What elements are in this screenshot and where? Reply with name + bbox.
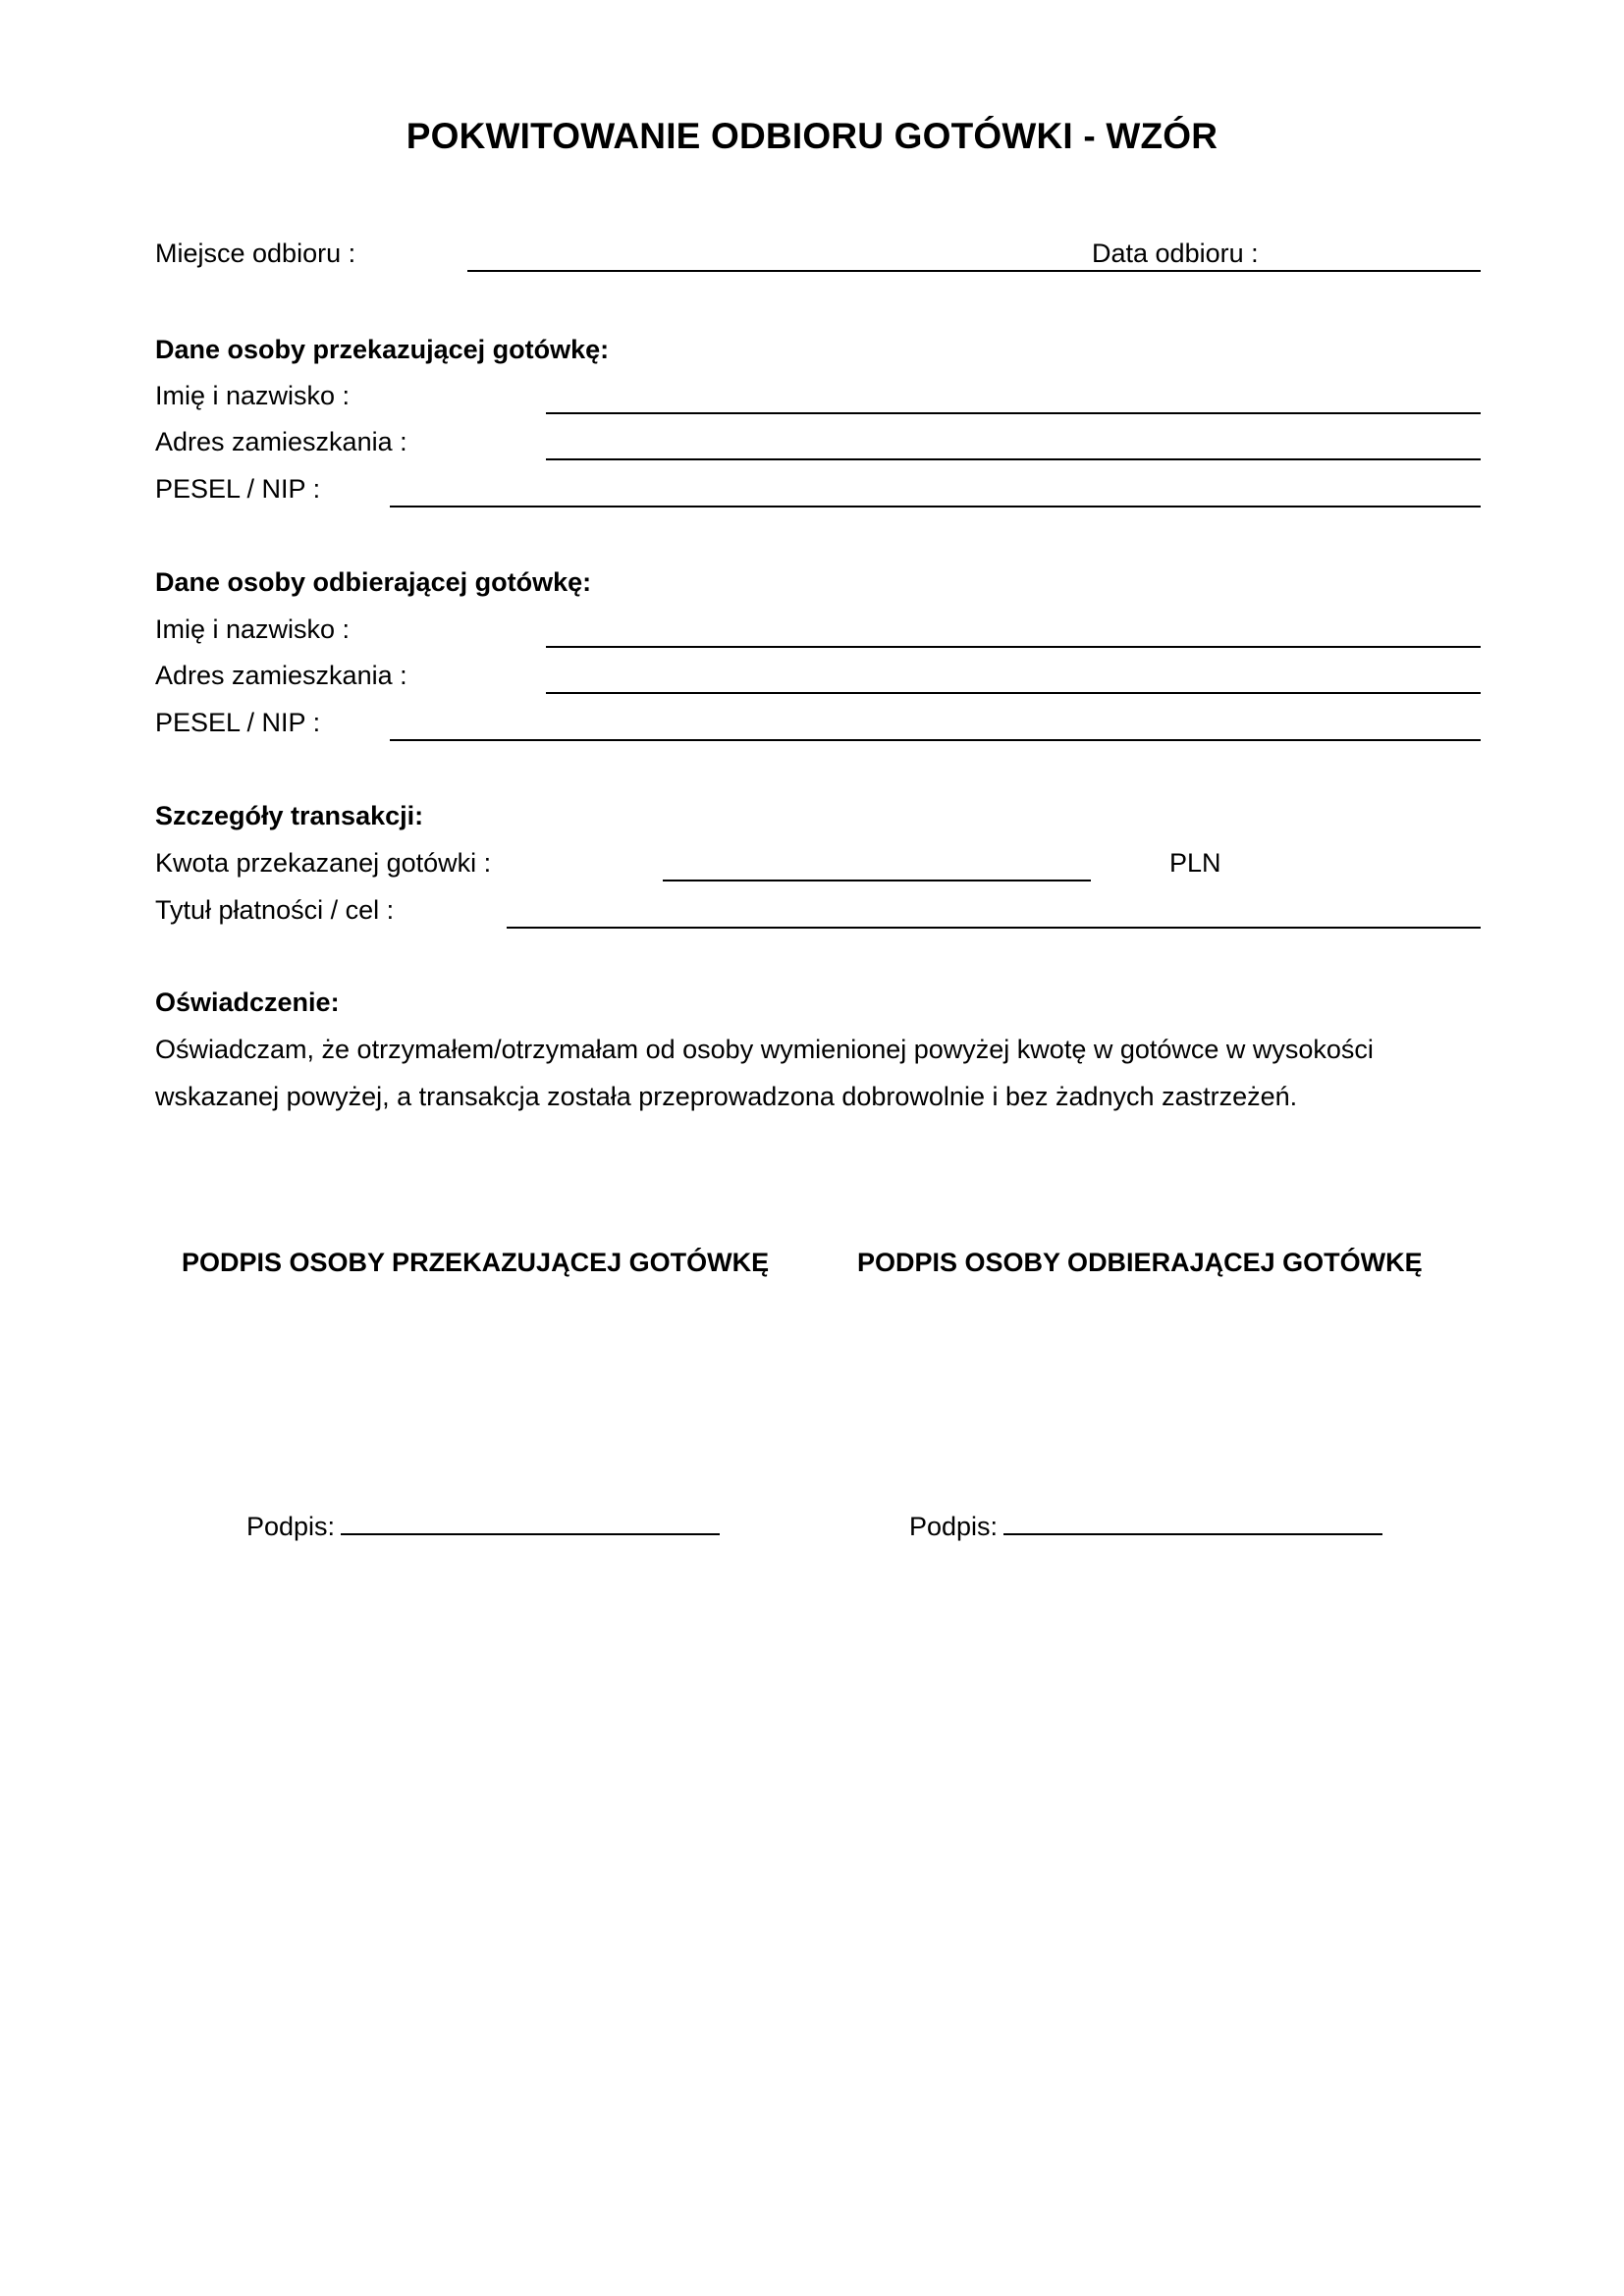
receiver-id-line[interactable] bbox=[390, 739, 1481, 741]
purpose-label: Tytuł płatności / cel : bbox=[155, 895, 395, 925]
giver-address-line[interactable] bbox=[546, 458, 1481, 460]
receiver-signature-line[interactable] bbox=[1003, 1510, 1382, 1535]
receiver-name-line[interactable] bbox=[546, 646, 1481, 648]
statement-heading: Oświadczenie: bbox=[155, 988, 340, 1017]
receiver-signature-label: Podpis: bbox=[909, 1512, 999, 1541]
amount-label: Kwota przekazanej gotówki : bbox=[155, 848, 492, 878]
transaction-heading: Szczegóły transakcji: bbox=[155, 801, 424, 830]
amount-line[interactable] bbox=[663, 880, 1091, 881]
giver-name-label: Imię i nazwisko : bbox=[155, 381, 351, 410]
receiver-signature-field[interactable] bbox=[909, 1510, 1382, 1542]
giver-id-label: PESEL / NIP : bbox=[155, 474, 321, 504]
receiver-name-label: Imię i nazwisko : bbox=[155, 614, 351, 644]
giver-signature-label: Podpis: bbox=[246, 1512, 336, 1541]
receiver-signature-heading: PODPIS OSOBY ODBIERAJĄCEJ GOTÓWKĘ bbox=[857, 1248, 1423, 1277]
receiver-address-line[interactable] bbox=[546, 692, 1481, 694]
receiver-heading: Dane osoby odbierającej gotówkę: bbox=[155, 567, 592, 597]
document-title: POKWITOWANIE ODBIORU GOTÓWKI - WZÓR bbox=[406, 116, 1218, 156]
giver-heading: Dane osoby przekazującej gotówkę: bbox=[155, 335, 610, 364]
receiver-address-label: Adres zamieszkania : bbox=[155, 661, 407, 690]
place-date-line[interactable] bbox=[467, 270, 1481, 272]
date-label: Data odbioru : bbox=[1092, 239, 1259, 268]
giver-signature-heading: PODPIS OSOBY PRZEKAZUJĄCEJ GOTÓWKĘ bbox=[182, 1248, 770, 1277]
giver-name-line[interactable] bbox=[546, 412, 1481, 414]
currency-label: PLN bbox=[1169, 848, 1221, 878]
receiver-id-label: PESEL / NIP : bbox=[155, 708, 321, 737]
giver-signature-line[interactable] bbox=[341, 1510, 720, 1535]
giver-signature-field[interactable] bbox=[246, 1510, 720, 1542]
giver-id-line[interactable] bbox=[390, 506, 1481, 507]
purpose-line[interactable] bbox=[507, 927, 1481, 929]
statement-line-1: Oświadczam, że otrzymałem/otrzymałam od osoby wymienionej powyżej kwotę w gotówce w wysokości bbox=[155, 1035, 1374, 1064]
giver-address-label: Adres zamieszkania : bbox=[155, 427, 407, 456]
statement-line-2: wskazanej powyżej, a transakcja została przeprowadzona dobrowolnie i bez żadnych zastrzeżeń. bbox=[155, 1082, 1298, 1111]
place-label: Miejsce odbioru : bbox=[155, 239, 356, 268]
